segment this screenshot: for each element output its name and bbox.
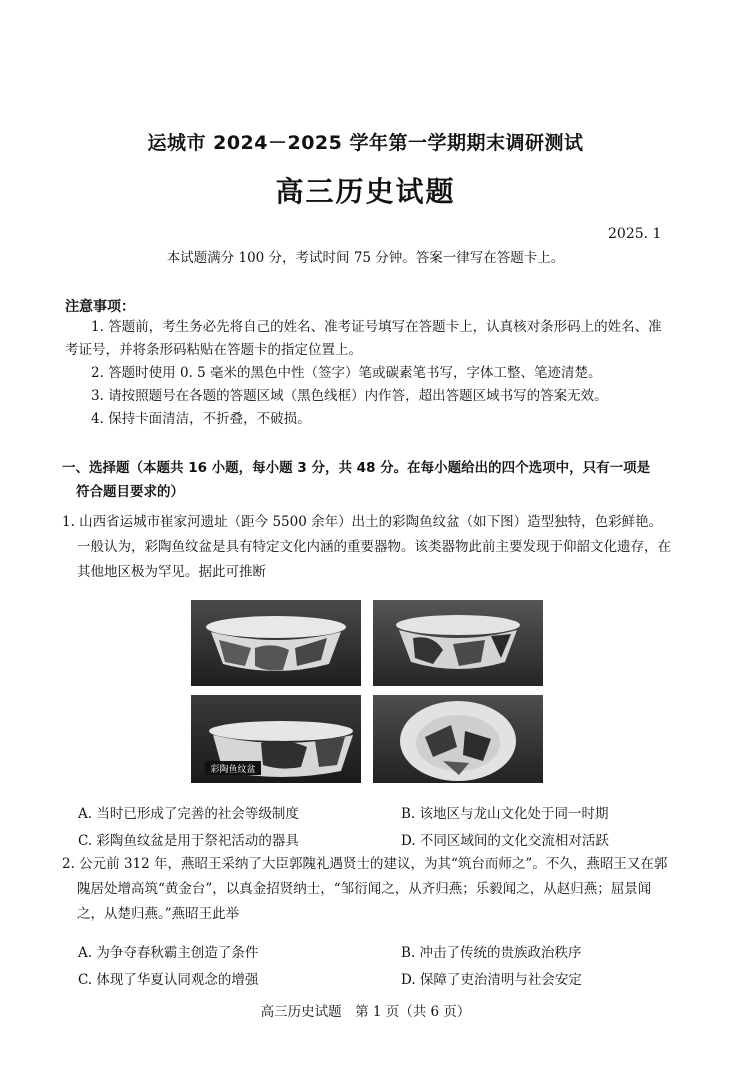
pottery-basin-photo-1 bbox=[191, 600, 361, 686]
question-2-text: 2. 公元前 312 年，燕昭王采纳了大臣郭隗礼遇贤士的建议，为其“筑台而师之”。不久，燕昭王又在郭隗居处增高筑“黄金台”，以真金招贤纳士，“邹衍闻之，从齐归燕；乐毅闻之，从赵归燕；屈景闻之，从楚归燕。”燕昭王此举 bbox=[62, 856, 668, 922]
pottery-basin-photo-2 bbox=[373, 600, 543, 686]
note-item-2: 2. 答题时使用 0. 5 毫米的黑色中性（签字）笔或碳素笔书写，字体工整、笔迹清楚。 bbox=[91, 365, 602, 381]
section-heading bbox=[62, 456, 674, 504]
exam-series-title: 运城市 2024－2025 学年第一学期期末调研测试 bbox=[147, 132, 584, 154]
section-heading-line1: 一、选择题（本题共 16 小题，每小题 3 分，共 48 分。在每小题给出的四个选项中，只有一项是 bbox=[62, 460, 651, 476]
question-1-option-b[interactable]: B. 该地区与龙山文化处于同一时期 bbox=[401, 806, 609, 822]
question-1-option-c[interactable]: C. 彩陶鱼纹盆是用于祭祀活动的器具 bbox=[78, 833, 299, 849]
page-footer: 高三历史试题 第 1 页（共 6 页） bbox=[260, 1004, 471, 1020]
question-2-option-b[interactable]: B. 冲击了传统的贵族政治秩序 bbox=[401, 945, 582, 961]
question-1-option-d[interactable]: D. 不同区域间的文化交流相对活跃 bbox=[401, 833, 609, 849]
question-1-option-a[interactable]: A. 当时已形成了完善的社会等级制度 bbox=[78, 806, 299, 822]
exam-intro: 本试题满分 100 分，考试时间 75 分钟。答案一律写在答题卡上。 bbox=[166, 250, 565, 266]
question-1-photos bbox=[191, 600, 543, 783]
question-2-option-d[interactable]: D. 保障了吏治清明与社会安定 bbox=[401, 972, 582, 988]
exam-date: 2025. 1 bbox=[608, 226, 662, 242]
question-2-option-c[interactable]: C. 体现了华夏认同观念的增强 bbox=[78, 972, 259, 988]
note-item-4: 4. 保持卡面清洁，不折叠，不破损。 bbox=[91, 411, 311, 427]
notes-heading: 注意事项： bbox=[65, 299, 135, 315]
pottery-basin-photo-3 bbox=[191, 695, 361, 783]
photo-caption: 彩陶鱼纹盆 bbox=[210, 765, 256, 775]
pottery-basin-photo-4 bbox=[373, 695, 543, 783]
page-title: 高三历史试题 bbox=[275, 175, 456, 208]
note-item-1: 1. 答题前，考生务必先将自己的姓名、准考证号填写在答题卡上，认真核对条形码上的姓名、准考证号，并将条形码粘贴在答题卡的指定位置上。 bbox=[65, 319, 662, 358]
question-1-text: 1. 山西省运城市崔家河遗址（距今 5500 余年）出土的彩陶鱼纹盆（如下图）造型独特，色彩鲜艳。一般认为，彩陶鱼纹盆是具有特定文化内涵的重要器物。该类器物此前主要发现于仰韶文化遗存，在其他地区极为罕见。据此可推断 bbox=[62, 514, 671, 580]
question-2-option-a[interactable]: A. 为争夺春秋霸主创造了条件 bbox=[78, 945, 259, 961]
question-2-stem bbox=[62, 852, 674, 927]
question-1-stem bbox=[62, 510, 674, 585]
section-heading-line2: 符合题目要求的） bbox=[76, 484, 184, 500]
note-item-3: 3. 请按照题号在各题的答题区域（黑色线框）内作答，超出答题区域书写的答案无效。 bbox=[91, 388, 608, 404]
